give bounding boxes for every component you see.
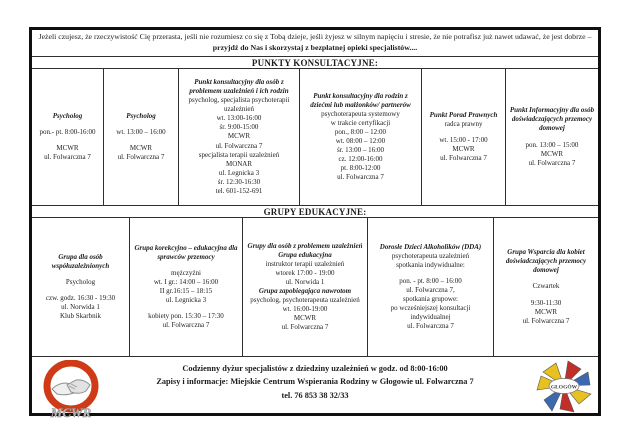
cell-line: Klub Skarbnik bbox=[59, 312, 102, 321]
cell-line: ul. Folwarczna 7, bbox=[406, 285, 455, 294]
cell-grupa-korekcyjno-edukacyjna bbox=[130, 218, 243, 356]
cell-line: psycholog, specjalista psychoterapii uzależnień bbox=[188, 96, 290, 114]
cell-line: MCWR bbox=[534, 307, 558, 316]
cell-line: wtorek 17:00 - 19:00 bbox=[275, 268, 335, 277]
cell-line bbox=[132, 262, 240, 269]
cell-line: kobiety pon. 15:30 – 17:30 bbox=[148, 312, 224, 321]
section-title-education: GRUPY EDUKACYJNE: bbox=[32, 206, 598, 218]
cell-line: wt. 15:00 - 17:00 bbox=[439, 135, 488, 144]
cell-line: wt. I gr.: 14:00 – 16:00 bbox=[153, 277, 219, 286]
cell-grupa-wspoluzaleznieni bbox=[32, 218, 130, 356]
cell-line: ul. Folwarczna 7 bbox=[162, 321, 210, 330]
cell-line: psycholog, psychoterapeuta uzależnień bbox=[250, 296, 360, 305]
intro-text-bold: przyjdź do Nas i skorzystaj z bezpłatnej opieki specjalistów.... bbox=[212, 42, 418, 52]
cell-line: mężczyźni bbox=[171, 268, 201, 277]
cell-line bbox=[106, 121, 176, 128]
cell-line: Grupa zapobiegająca nawrotom bbox=[258, 287, 352, 295]
cell-line: po wcześniejszej konsultacji indywidualnej bbox=[390, 304, 471, 322]
cell-line: Punkt Porad Prawnych bbox=[429, 110, 498, 119]
cell-line bbox=[132, 305, 240, 312]
cell-line: pt. 8:00-12:00 bbox=[340, 164, 381, 173]
cell-line: radca prawny bbox=[444, 119, 483, 128]
cell-line: Psycholog bbox=[126, 111, 156, 120]
cell-line: psychoterapeuta systemowy bbox=[321, 109, 400, 118]
cell-line: ul. Folwarczna 7 bbox=[281, 323, 329, 332]
cell-line: spotkania indywidualne: bbox=[396, 260, 465, 269]
cell-line: pon. - pt. 8:00 – 16:00 bbox=[399, 276, 462, 285]
cell-line: instruktor terapii uzależnień bbox=[265, 259, 345, 268]
intro-text-normal: Jeżeli czujesz, że rzeczywistość Cię przerasta, jeśli nie rozumiesz co się z Tobą dzieje, jeśli żyjesz w silnym napięciu i stresie, że nie potrafisz już nawet udawać, że jest dobrze – bbox=[38, 32, 592, 41]
cell-line: MCWR bbox=[56, 144, 79, 152]
cell-line: ul. Folwarczna 7 bbox=[215, 141, 263, 150]
cell-line: MCWR bbox=[293, 314, 317, 323]
cell-line: specjalista terapii uzależnień bbox=[198, 150, 280, 159]
cell-line: śr. 12:30-16:30 bbox=[217, 177, 261, 186]
cell-line: czw. godz. 16:30 - 19:30 bbox=[45, 294, 116, 302]
cell-line: pon.- pt. 8:00-16:00 bbox=[39, 127, 96, 136]
cell-line: pon., 8:00 – 12:00 bbox=[334, 127, 387, 136]
cell-line: spotkania grupowe: bbox=[402, 295, 458, 304]
cell-line: ul. Folwarczna 7 bbox=[522, 316, 570, 325]
cell-line bbox=[508, 134, 596, 141]
cell-line: ul. Legnicka 3 bbox=[165, 296, 207, 305]
intro-text bbox=[32, 30, 598, 57]
cell-line: Psycholog bbox=[65, 277, 96, 286]
cell-grupy-problem-uzaleznien bbox=[243, 218, 368, 356]
cell-line: wt. 16:00-19:00 bbox=[282, 305, 328, 314]
cell-line: wt. 13:00 – 16:00 bbox=[116, 127, 166, 136]
cell-line: śr. 13:00 – 16:00 bbox=[336, 146, 385, 155]
cell-line: psychoterapeuta uzależnień bbox=[391, 251, 470, 260]
cell-line: ul. Folwarczna 7 bbox=[407, 322, 454, 331]
cell-line: ul. Norwida 1 bbox=[285, 277, 325, 286]
cell-line: ul. Legnicka 3 bbox=[218, 168, 260, 177]
cell-line: Punkt konsultacyjny dla rodzin z dziećmi lub małżonków/ partnerów bbox=[310, 91, 411, 109]
cell-psycholog-2 bbox=[104, 69, 179, 205]
cell-line bbox=[496, 292, 596, 299]
cell-line: ul. Folwarczna 7 bbox=[44, 153, 91, 162]
footer bbox=[32, 357, 598, 420]
cell-line bbox=[34, 287, 127, 294]
cell-line: pon. 13:00 – 15:00 bbox=[525, 140, 579, 149]
mcwr-logo-label: MCWR bbox=[50, 405, 92, 420]
cell-line: Psycholog bbox=[52, 111, 83, 120]
mcwr-logo-icon bbox=[40, 360, 102, 425]
cell-punkt-porad-prawnych bbox=[422, 69, 506, 205]
cell-line: Grupa korekcyjno – edukacyjna dla sprawców przemocy bbox=[134, 243, 238, 261]
cell-line bbox=[424, 129, 503, 136]
footer-line-registration: Zapisy i informacje: Miejskie Centrum Wspierania Rodziny w Głogowie ul. Folwarczna 7 bbox=[156, 377, 474, 387]
cell-line: wt. 08:00 – 12:00 bbox=[335, 137, 386, 145]
cell-line: MCWR bbox=[227, 132, 251, 141]
cell-line: ul. Folwarczna 7 bbox=[337, 173, 384, 182]
cell-line: Dorosłe Dzieci Alkoholików (DDA) bbox=[379, 242, 482, 251]
cell-dda bbox=[368, 218, 494, 356]
cell-punkt-konsultacyjny-rodziny bbox=[300, 69, 422, 205]
cell-line: śr. 9:00-15:00 bbox=[219, 123, 259, 132]
section-title-consultation: PUNKTY KONSULTACYJNE: bbox=[32, 57, 598, 69]
cell-line bbox=[496, 275, 596, 282]
cell-line: Punkt Informacyjny dla osób doświadczających przemocy domowej bbox=[509, 106, 595, 133]
footer-line-duty: Codzienny dyżur specjalistów z dziedziny uzależnień w godz. od 8:00-16:00 bbox=[182, 364, 448, 373]
cell-line bbox=[34, 271, 127, 278]
cell-line: ul. Folwarczna 7 bbox=[528, 158, 576, 167]
cell-line bbox=[34, 137, 101, 144]
cell-line bbox=[370, 270, 491, 277]
cell-line: II gr.16:15 – 18:15 bbox=[159, 287, 213, 295]
cell-line: ul. Folwarczna 7 bbox=[440, 154, 487, 163]
poster bbox=[29, 27, 601, 420]
cell-psycholog-1 bbox=[32, 69, 104, 205]
cell-line: Punkt konsultacyjny dla osób z problemem uzależnień i ich rodzin bbox=[189, 77, 289, 95]
footer-line-phone: tel. 76 853 38 32/33 bbox=[281, 390, 349, 400]
cell-line bbox=[106, 137, 176, 144]
education-row bbox=[32, 218, 598, 357]
cell-line: ul. Folwarczna 7 bbox=[117, 153, 165, 162]
cell-line: ul. Norwida 1 bbox=[61, 303, 100, 312]
cell-line: MCWR bbox=[452, 145, 475, 154]
cell-line: tel. 601-152-691 bbox=[215, 187, 263, 196]
cell-line: MCWR bbox=[129, 144, 153, 152]
consultation-row bbox=[32, 69, 598, 206]
cell-line bbox=[34, 121, 101, 128]
cell-line: Czwartek bbox=[532, 282, 560, 291]
cell-line: 9:30-11:30 bbox=[530, 298, 562, 307]
cell-line: Grupa edukacyjna bbox=[278, 250, 332, 259]
cell-line: MCWR bbox=[540, 149, 564, 158]
glogow-logo-label: GŁOGÓW bbox=[550, 384, 578, 391]
glogow-logo-icon bbox=[535, 359, 593, 422]
cell-line: cz. 12:00-16:00 bbox=[338, 155, 383, 164]
cell-line: Grupa dla osób współuzależnionych bbox=[51, 252, 110, 270]
cell-line: wt. 13:00-16:00 bbox=[216, 114, 262, 123]
cell-grupa-wsparcia-kobiet bbox=[494, 218, 598, 356]
cell-line: Grupa Wsparcia dla kobiet doświadczających przemocy domowej bbox=[505, 248, 587, 275]
cell-line: w trakcie certyfikacji bbox=[330, 118, 391, 127]
cell-punkt-konsultacyjny-uzaleznienia bbox=[179, 69, 300, 205]
cell-line: MONAR bbox=[225, 159, 253, 168]
cell-punkt-informacyjny bbox=[506, 69, 598, 205]
cell-line: Grupy dla osób z problemem uzależnień bbox=[247, 241, 363, 250]
